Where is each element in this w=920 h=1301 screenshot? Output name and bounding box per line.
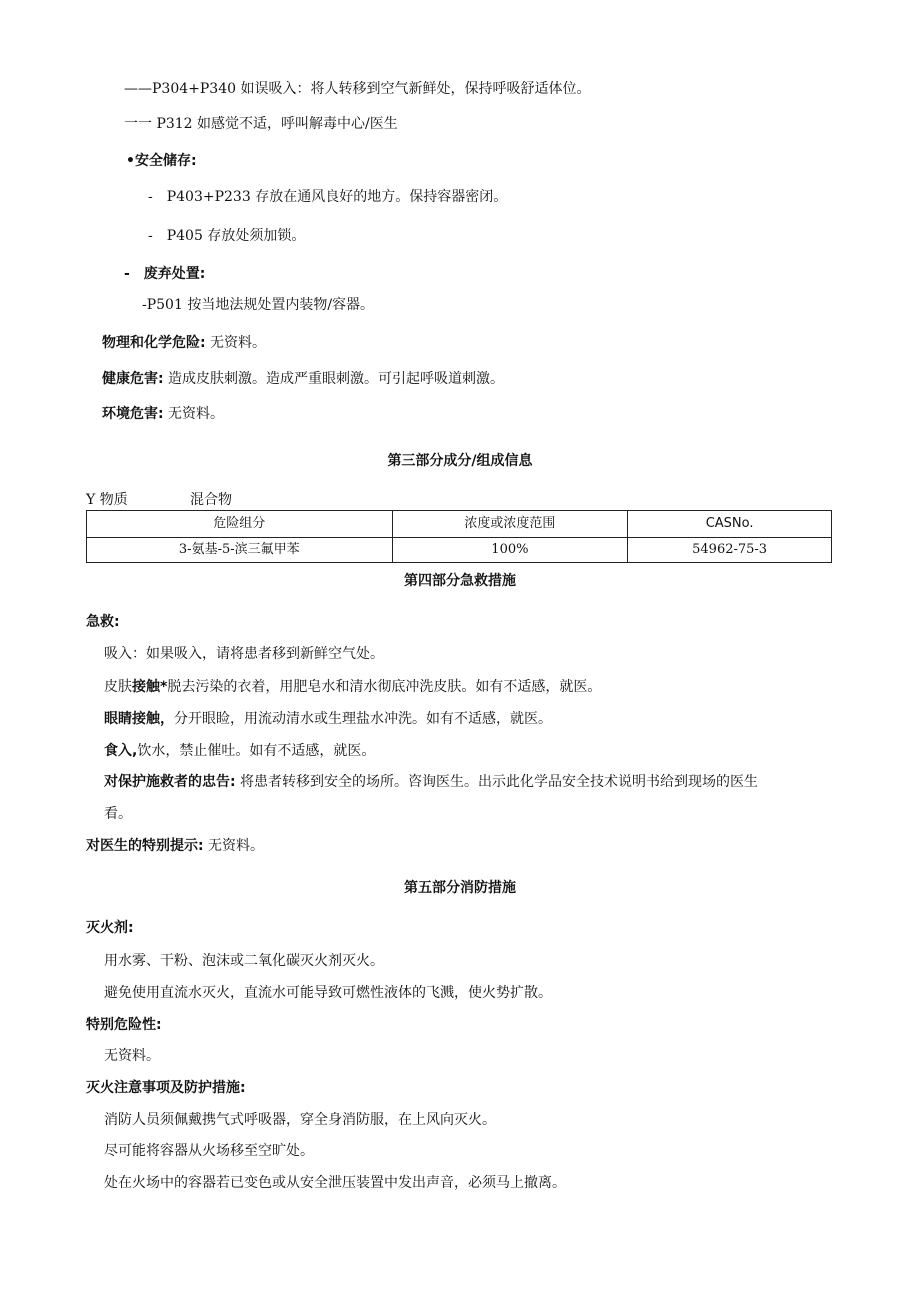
mixture-label: 混合物 [190,492,232,508]
eye-contact [104,710,552,728]
section3-title: 第三部分成分/组成信息 [387,453,533,469]
protection-line: 消防人员须佩戴携气式呼吸器，穿全身消防服，在上风向灭火。 [104,1112,496,1128]
health-hazard-value: 造成皮肤刺激。造成严重眼刺激。可引起呼吸道刺激。 [163,371,505,387]
health-hazard [102,370,504,388]
eye-text: 分开眼睑，用流动清水或生理盐水冲洗。如有不适感，就医。 [174,711,552,727]
doctor-note [86,837,264,855]
table-header-row [87,511,832,538]
cell-concentration: 100% [392,538,628,563]
disposal-item: -P501 按当地法规处置内装物/容器。 [142,297,375,313]
agent-line: 用水雾、干粉、泡沫或二氧化碳灭火剂灭火。 [104,953,384,969]
storage-item: - P405 存放处须加锁。 [148,228,306,244]
skin-text: 脱去污染的衣着，用肥皂水和清水彻底冲洗皮肤。如有不适感，就医。 [167,679,602,695]
section4-title: 第四部分急救措施 [404,573,516,589]
environment-hazard-label: 环境危害: [102,406,164,422]
protection-label: 灭火注意事项及防护措施: [86,1080,246,1096]
skin-prefix: 皮肤 [104,679,132,695]
p304-statement: ——P304+P340 如误吸入：将人转移到空气新鲜处，保持呼吸舒适体位。 [124,81,591,97]
physical-hazard-label: 物理和化学危险: [102,335,206,351]
ingestion-text: 饮水，禁止催吐。如有不适感，就医。 [137,743,376,759]
physical-hazard [102,334,266,352]
environment-hazard-value: 无资料。 [163,406,225,422]
doctor-text: 无资料。 [203,838,265,854]
eye-label: 眼睛接触， [104,711,174,727]
composition-table [86,510,832,563]
rescuer-label: 对保护施救者的忠告: [104,774,236,790]
ingestion-label: 食入, [104,743,138,759]
storage-heading: •安全储存: [126,153,197,169]
cell-component: 3-氨基-5-滨三氟甲苯 [87,538,393,563]
special-hazard-text: 无资料。 [104,1048,160,1064]
storage-item: - P403+P233 存放在通风良好的地方。保持容器密闭。 [148,189,508,205]
rescuer-advice [104,773,758,791]
special-hazard-label: 特别危险性: [86,1017,162,1033]
physical-hazard-value: 无资料。 [205,335,267,351]
p312-statement: 一一 P312 如感觉不适，呼叫解毒中心/医生 [124,116,398,132]
rescuer-advice-cont: 看。 [104,806,132,822]
header-cas: CASNo. [628,511,832,538]
table-row [87,538,832,563]
header-component: 危险组分 [87,511,393,538]
protection-line: 处在火场中的容器若已变色或从安全泄压装置中发出声音，必须马上撤离。 [104,1175,566,1191]
rescuer-text: 将患者转移到安全的场所。咨询医生。出示此化学品安全技术说明书给到现场的医生 [235,774,759,790]
agent-line: 避免使用直流水灭火，直流水可能导致可燃性液体的飞溅，使火势扩散。 [104,985,552,1001]
substance-label: Y 物质 [86,492,128,508]
ingestion [104,742,375,760]
section5-title: 第五部分消防措施 [404,880,516,896]
doctor-label: 对医生的特别提示: [86,838,204,854]
skin-bold: 接触* [132,679,168,695]
header-concentration: 浓度或浓度范围 [392,511,628,538]
environment-hazard [102,405,224,423]
agent-label: 灭火剂: [86,920,134,936]
cell-cas: 54962-75-3 [628,538,832,563]
inhalation-text: 吸入：如果吸入，请将患者移到新鲜空气处。 [104,646,384,662]
protection-line: 尽可能将容器从火场移至空旷处。 [104,1143,314,1159]
first-aid-label: 急救: [86,614,120,630]
skin-contact [104,678,601,696]
health-hazard-label: 健康危害: [102,371,164,387]
disposal-heading: - 废弃处置: [124,266,206,282]
